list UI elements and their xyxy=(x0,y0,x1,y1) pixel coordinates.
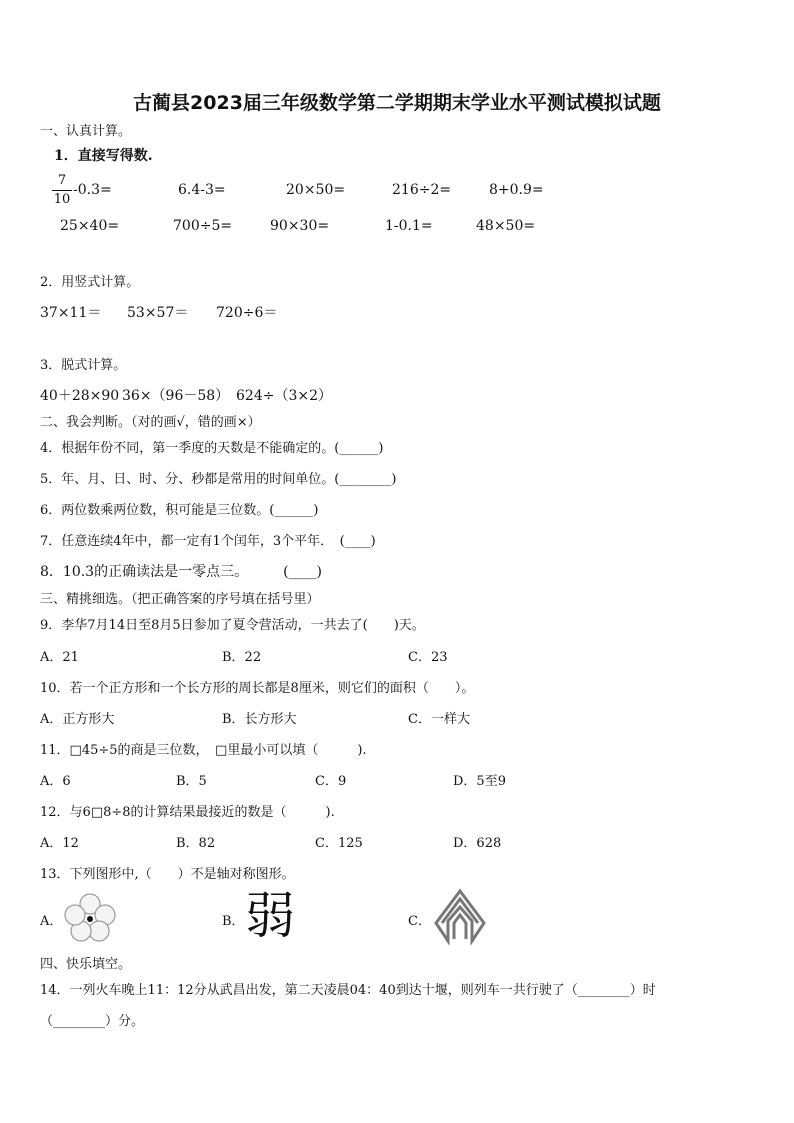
question-9-stem: 9．李华7月14日至8月5日参加了夏令营活动，一共去了( )天。 xyxy=(40,618,425,633)
question-1-label: 1．直接写得数. xyxy=(54,148,153,164)
character-ruo-figure: 弱 xyxy=(245,887,295,945)
calc-item: 216÷2= xyxy=(392,182,452,198)
calc-item: 90×30= xyxy=(270,218,330,234)
option-c: C．一样大 xyxy=(408,712,470,727)
judge-question: 8．10.3的正确读法是一零点三。 (____) xyxy=(40,564,323,580)
option-b: B．22 xyxy=(222,650,262,665)
option-a: A．6 xyxy=(40,774,71,789)
option-b: B．长方形大 xyxy=(222,712,297,727)
fraction-seven-tenths xyxy=(52,173,72,208)
question-14-line-1: 14．一列火车晚上11：12分从武昌出发，第二天凌晨04：40到达十堰，则列车一共行驶了（________）时 xyxy=(40,983,656,998)
flower-circles-figure xyxy=(62,893,118,943)
judge-question: 7．任意连续4年中，都一定有1个闰年，3个平年． (____) xyxy=(40,534,376,549)
fraction-numerator: 7 xyxy=(57,173,67,188)
option-a: A．正方形大 xyxy=(40,712,115,727)
calc-item: 1-0.1= xyxy=(385,218,433,234)
page-title: 古蔺县2023届三年级数学第二学期期末学业水平测试模拟试题 xyxy=(133,92,661,114)
calc-item: 37×11＝ xyxy=(40,305,102,321)
calc-item: 8+0.9= xyxy=(489,182,544,198)
question-10-stem: 10．若一个正方形和一个长方形的周长都是8厘米，则它们的面积（ ）。 xyxy=(40,681,475,696)
section-heading-3: 三、精挑细选。（把正确答案的序号填在括号里） xyxy=(40,592,320,607)
calc-item: 20×50= xyxy=(286,182,346,198)
option-b: B．5 xyxy=(176,774,207,789)
question-3-label: 3．脱式计算。 xyxy=(40,358,127,373)
calc-item: 53×57＝ xyxy=(127,305,189,321)
judge-question: 6．两位数乘两位数，积可能是三位数。(______) xyxy=(40,503,319,518)
option-b: B． xyxy=(222,914,245,929)
calc-item: 36×（96－58） xyxy=(122,388,230,404)
calc-item: 48×50= xyxy=(476,218,536,234)
section-heading-2: 二、我会判断。（对的画√，错的画×） xyxy=(40,415,261,430)
question-12-stem: 12．与6□8÷8的计算结果最接近的数是（ ). xyxy=(40,805,335,820)
calc-item: -0.3= xyxy=(73,182,112,198)
calc-item: 624÷（3×2） xyxy=(236,388,332,404)
option-c: C．23 xyxy=(408,650,448,665)
judge-question: 4．根据年份不同，第一季度的天数是不能确定的。(______) xyxy=(40,441,384,456)
calc-item: 40＋28×90 xyxy=(40,388,120,404)
judge-question: 5．年、月、日、时、分、秒都是常用的时间单位。(________) xyxy=(40,472,397,487)
nested-arch-figure xyxy=(432,887,488,945)
question-2-label: 2．用竖式计算。 xyxy=(40,275,140,290)
option-b: B．82 xyxy=(176,836,216,851)
question-14-line-2: （________）分。 xyxy=(40,1014,145,1029)
calc-item: 6.4-3= xyxy=(178,182,226,198)
option-c: C． xyxy=(408,914,431,929)
question-13-stem: 13．下列图形中,（ ）不是轴对称图形。 xyxy=(40,867,295,882)
calc-item: 25×40= xyxy=(60,218,120,234)
section-heading-4: 四、快乐填空。 xyxy=(40,957,132,972)
option-d: D．628 xyxy=(453,836,502,851)
fraction-denominator: 10 xyxy=(53,192,71,207)
option-c: C．9 xyxy=(315,774,347,789)
nested-arch-logo-icon xyxy=(432,887,488,945)
option-a: A．21 xyxy=(40,650,79,665)
section-heading-1: 一、认真计算。 xyxy=(40,124,132,139)
calc-item: 720÷6＝ xyxy=(216,305,278,321)
question-11-stem: 11．□45÷5的商是三位数， □里最小可以填（ ). xyxy=(40,743,367,758)
option-a: A．12 xyxy=(40,836,79,851)
option-a: A． xyxy=(40,914,63,929)
option-d: D．5至9 xyxy=(453,774,506,789)
fraction-bar xyxy=(52,190,72,191)
flower-circles-icon xyxy=(62,893,118,943)
calc-item: 700÷5= xyxy=(173,218,233,234)
option-c: C．125 xyxy=(315,836,363,851)
